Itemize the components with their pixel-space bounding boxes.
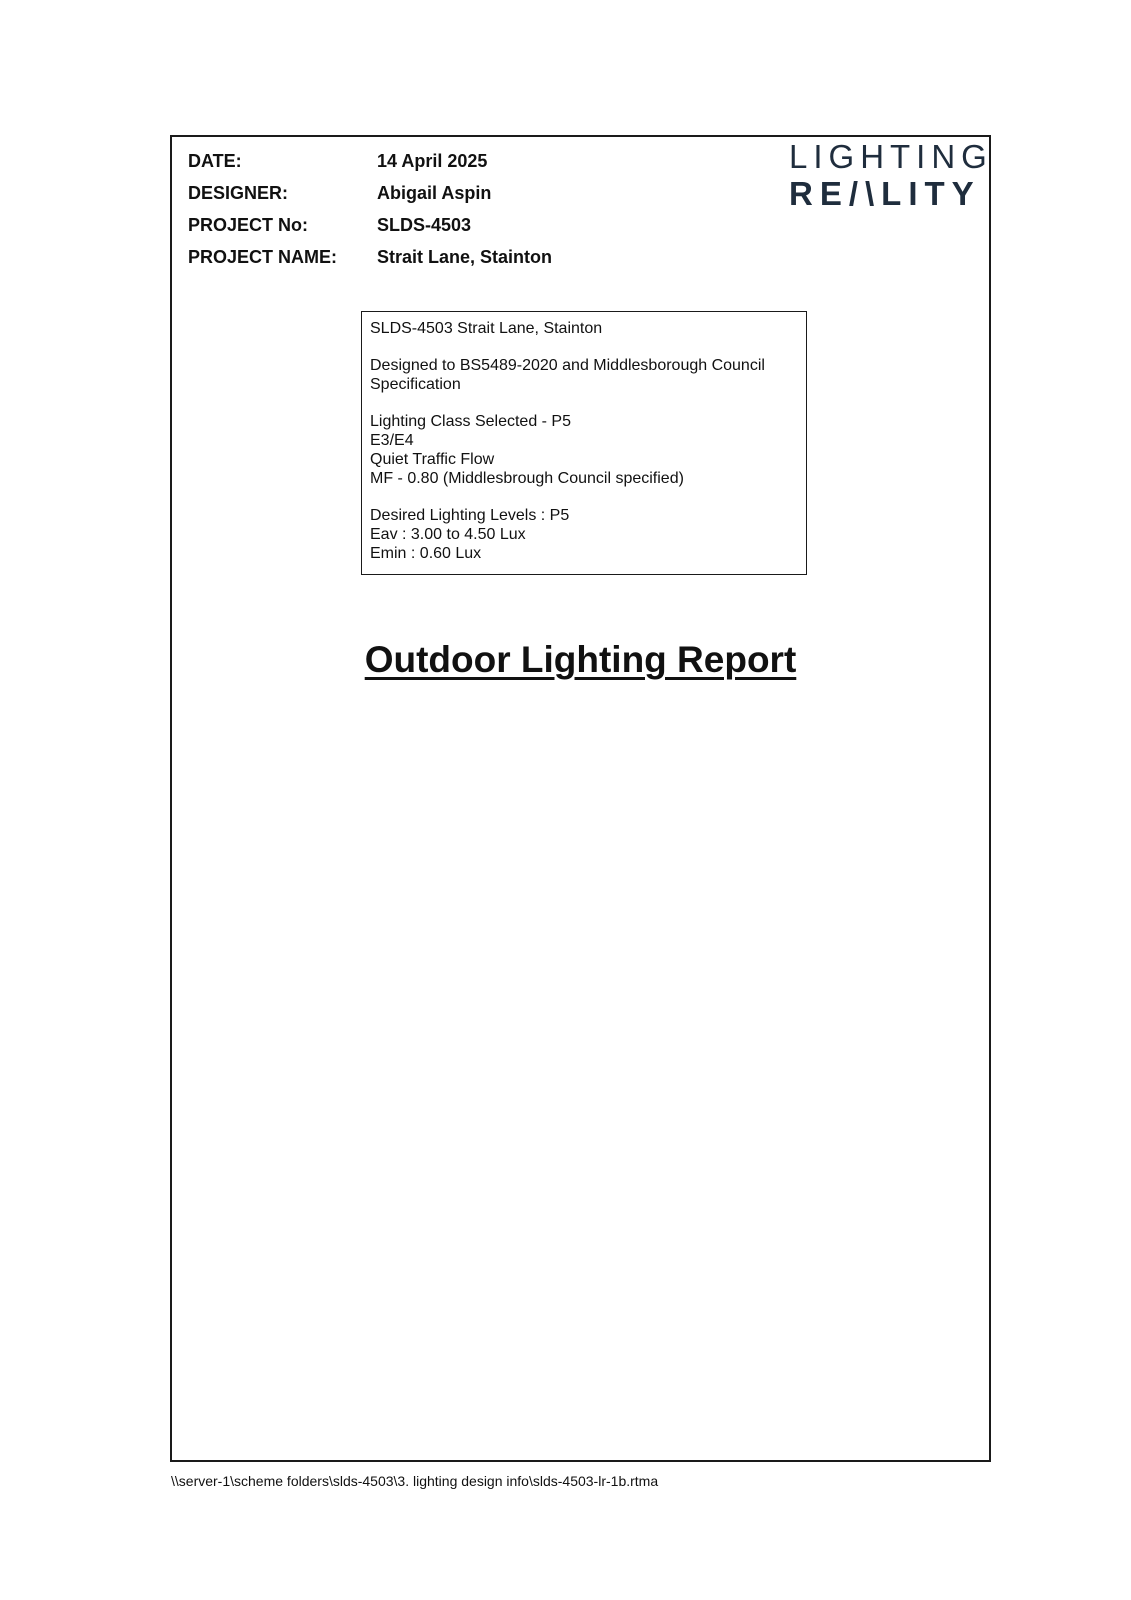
project-number-label: PROJECT No: [188, 214, 309, 235]
file-path-footer: \\server-1\scheme folders\slds-4503\3. lighting design info\slds-4503-lr-1b.rtma [171, 1473, 659, 1489]
spec-line: Quiet Traffic Flow [370, 451, 495, 468]
spec-line: Designed to BS5489-2020 and Middlesborough Council [370, 357, 765, 374]
design-specification-box [361, 311, 807, 575]
designer-value: Abigail Aspin [377, 182, 492, 203]
date-row [188, 145, 552, 177]
spec-paragraph [370, 319, 798, 338]
page-frame [170, 135, 991, 1462]
spec-line: SLDS-4503 Strait Lane, Stainton [370, 320, 603, 337]
designer-label: DESIGNER: [188, 182, 289, 203]
logo-line-1: LIGHTING [789, 138, 993, 175]
project-name-row [188, 241, 552, 273]
project-details [188, 145, 552, 273]
project-number-value: SLDS-4503 [377, 214, 472, 235]
report-title: Outdoor Lighting Report [364, 639, 797, 680]
spec-line: Lighting Class Selected - P5 [370, 413, 571, 430]
spec-paragraph [370, 356, 798, 394]
spec-line: MF - 0.80 (Middlesbrough Council specified) [370, 470, 684, 487]
project-name-label: PROJECT NAME: [188, 246, 338, 267]
spec-line: Desired Lighting Levels : P5 [370, 507, 570, 524]
project-number-row [188, 209, 552, 241]
date-value: 14 April 2025 [377, 150, 488, 171]
spec-line: Emin : 0.60 Lux [370, 545, 482, 562]
designer-row [188, 177, 552, 209]
project-name-value: Strait Lane, Stainton [377, 246, 553, 267]
date-label: DATE: [188, 150, 242, 171]
lighting-reality-logo [789, 138, 993, 213]
spec-line: Specification [370, 376, 461, 393]
logo-line-2: RE/\LITY [789, 175, 981, 212]
spec-paragraph [370, 412, 798, 488]
spec-line: Eav : 3.00 to 4.50 Lux [370, 526, 526, 543]
spec-line: E3/E4 [370, 432, 414, 449]
spec-paragraph [370, 506, 798, 563]
